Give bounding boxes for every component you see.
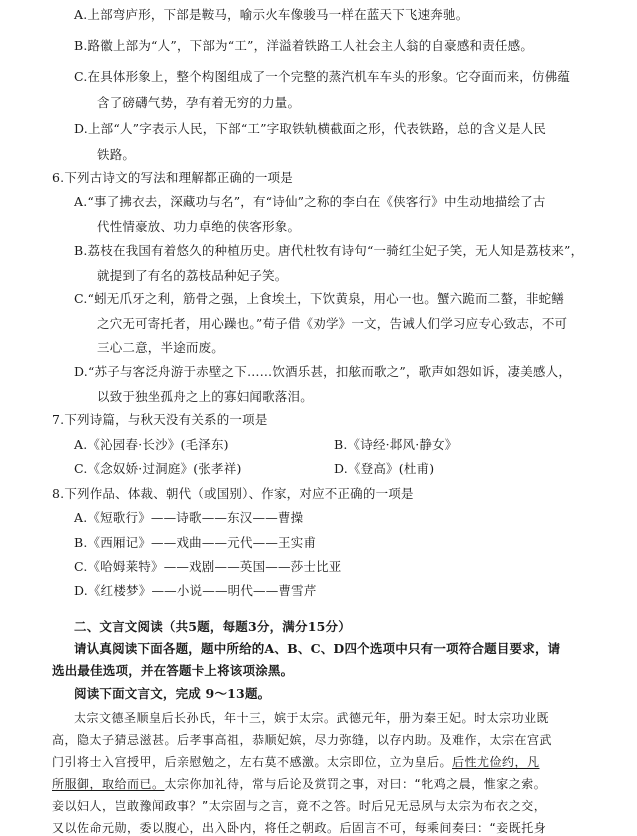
q7-option-a: A.《沁园春·长沙》(毛泽东): [74, 437, 229, 452]
passage-line-1: 太宗文德圣顺皇后长孙氏，年十三，嫔于太宗。武德元年，册为秦王妃。时太宗功业既: [74, 711, 550, 725]
passage-line-4: [52, 776, 546, 792]
q8-option-a: A.《短歌行》——诗歌——东汉——曹操: [74, 510, 304, 525]
q6-stem: 6.下列古诗文的写法和理解都正确的一项是: [52, 170, 293, 185]
q7-stem: 7.下列诗篇，与秋天没有关系的一项是: [52, 412, 268, 427]
q6-option-b-cont: 就提到了有名的荔枝品种妃子笑。: [97, 268, 288, 283]
q8-stem: 8.下列作品、体裁、朝代（或国别）、作家，对应不正确的一项是: [52, 486, 414, 501]
q6-option-d-cont: 以致于独坐孤舟之上的寡妇闻歌落泪。: [97, 389, 313, 404]
q7-option-c: C.《念奴娇·过洞庭》(张孝祥): [74, 461, 242, 476]
q8-option-c: C.《哈姆莱特》——戏剧——英国——莎士比亚: [74, 559, 342, 574]
q5-option-a: A.上部弯庐形，下部是鞍马，喻示火车像骏马一样在蓝天下飞速奔驰。: [74, 7, 469, 22]
q5-option-b: B.路徽上部为“人”，下部为“工”，洋溢着铁路工人社会主人翁的自豪感和责任感。: [74, 38, 534, 53]
section-title: 二、文言文阅读（共5题，每题3分，满分15分）: [74, 619, 351, 634]
q6-option-d: D.“苏子与客泛舟游于赤壁之下……饮酒乐甚，扣舷而歌之”，歌声如怨如诉，凄美感人，: [74, 364, 572, 379]
underlined-sentence: 后性尤俭约，凡: [452, 755, 540, 769]
q6-option-c-cont1: 之穴无可寄托者，用心躁也。”荀子借《劝学》一文，告诫人们学习应专心致志，不可: [97, 316, 568, 331]
q7-option-b: B.《诗经·邶风·静女》: [334, 437, 458, 452]
q5-option-d-cont: 铁路。: [97, 147, 136, 162]
passage-line-3-text: 门引将士入宫授甲，后亲慰勉之，左右莫不感激。太宗即位，立为皇后。: [52, 755, 453, 769]
q8-option-b: B.《西厢记》——戏曲——元代——王实甫: [74, 535, 317, 550]
q5-option-c-cont: 含了磅礴气势，孕有着无穷的力量。: [97, 95, 301, 110]
q5-option-c: C.在具体形象上，整个构图组成了一个完整的蒸汽机车车头的形象。它夺面而来，仿佛蕴: [74, 69, 571, 84]
passage-line-6: 又以佐命元勋，委以腹心，出入卧内，将任之朝政。后固言不可，每乘间奏曰：“妾既托身: [52, 821, 547, 835]
q6-option-b: B.荔枝在我国有着悠久的种植历史。唐代杜牧有诗句“一骑红尘妃子笑，无人知是荔枝来”，: [74, 243, 584, 258]
q6-option-a: A.“事了拂衣去，深藏功与名”，有“诗仙”之称的李白在《侠客行》中生动地描绘了古: [74, 194, 546, 209]
passage-line-4-text: 太宗你加礼待，常与后论及赏罚之事，对曰：“牝鸡之晨，惟家之索。: [164, 777, 547, 791]
q6-option-c: C.“蚓无爪牙之利，筋骨之强，上食埃土，下饮黄泉，用心一也。蟹六跪而二螯，非蛇鳝: [74, 291, 564, 306]
q8-option-d: D.《红楼梦》——小说——明代——曹雪芹: [74, 583, 317, 598]
q6-option-a-cont: 代性情豪放、功力卓绝的侠客形象。: [97, 219, 301, 234]
section-instruction: 请认真阅读下面各题，题中所给的A、B、C、D四个选项中只有一项符合题目要求，请: [74, 641, 561, 656]
passage-line-5: 妾以妇人，岂敢豫闻政事？”太宗固与之言，竟不之答。时后兄无忌夙与太宗为布衣之交，: [52, 799, 547, 813]
q5-option-d: D.上部“人”字表示人民，下部“工”字取铁轨横截面之形，代表铁路，总的含义是人民: [74, 121, 547, 136]
underlined-sentence-cont: 所服御，取给而已。: [52, 777, 165, 791]
reading-prompt: 阅读下面文言文，完成 9～13题。: [74, 686, 271, 701]
passage-line-2: 高，隐太子猜忌滋甚。后孝事高祖，恭顺妃嫔，尽力弥缝，以存内助。及难作，太宗在宫武: [52, 733, 553, 747]
passage-line-3: [52, 754, 540, 770]
section-instruction-cont: 选出最佳选项，并在答题卡上将该项涂黑。: [52, 663, 294, 678]
q6-option-c-cont2: 三心二意，半途而废。: [97, 340, 225, 355]
q7-option-d: D.《登高》(杜甫): [334, 461, 435, 476]
